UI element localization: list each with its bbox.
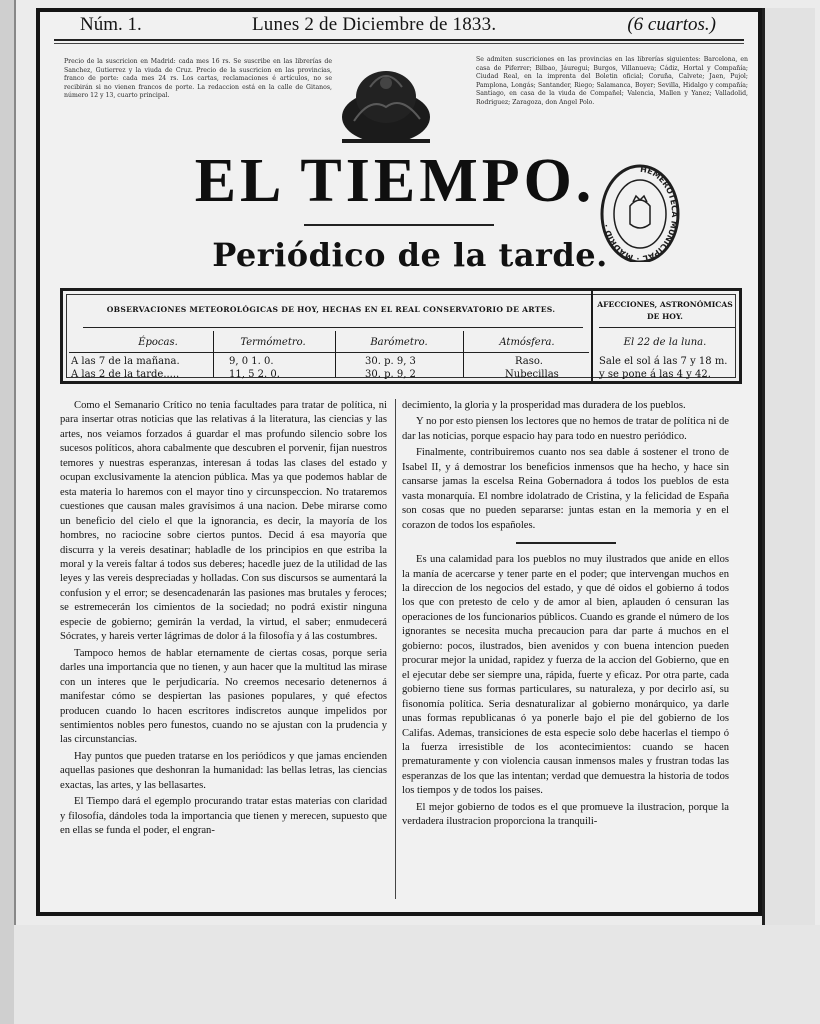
table-divider	[591, 291, 593, 381]
article-paragraph: Es una calamidad para los pueblos no muy ilustrados que anide en ellos la manía de acercarse y tener parte en el poder; que intervengan muchos en la direccion de los negocios del estado, y que dé oidos el gobierno á todos los que con pretesto de celo y de amor al bien, aplauden ó censuran las operaciones de los funcionarios públicos. Cuando es grande el número de los ignorantes se necesita mucha precaucion para dar parte á muchos en el gobierno: pocos, ilustrados, bien avenidos y con buena intencion pueden procurar mejor la unidad, rapidez y fuerza de la accion del Gobierno, que en el ejecutar debe ser siempre una, rápida, fuerte y eficaz. Por otra parte, cada gobierno tiene sus formas particulares, su naturaleza, y por decirlo así, su fisonomía política. Seria desnaturalizar al gobierno monárquico, ya darle unas formas republicanas ó ya ponerle bajo el pie del gobierno de los Califas. Ademas, transiciones de esta especie solo debe hacerlas el tiempo ó la fuerza irresistible de los acontecimientos: cuando se hacen prematuramente y con violencia causan inmensos males y frustran todas las esperanzas de los que las intentan; verdad que demuestra la historia de todos los tiempos y de todos los paises.	[402, 554, 729, 797]
article-paragraph: El mejor gobierno de todos es el que promueve la ilustracion, porque la verdadera ilustracion proporciona la tranquili-	[402, 801, 729, 828]
row-morning-epoch: A las 7 de la mañana.	[71, 356, 180, 367]
issue-header	[40, 12, 758, 40]
binding-edge	[0, 0, 16, 1024]
library-stamp-icon	[600, 158, 680, 262]
column-header-atmosphere: Atmósfera.	[499, 337, 555, 348]
article-paragraph: Y no por esto piensen los lectores que no hemos de tratar de política ni de dar las noticias, porque espacio hay para todo en nuestro periódico.	[402, 416, 729, 442]
masthead-vignette-icon	[340, 57, 432, 147]
table-divider	[213, 331, 214, 377]
svg-text:HEMEROTECA MUNICIPAL · MADRID: HEMEROTECA MUNICIPAL · MADRID ·	[601, 164, 679, 262]
article-column-left	[60, 399, 387, 839]
article-paragraph: Tampoco hemos de hablar eternamente de ciertas cosas, porque seria darles una importancia que no tienen, y aun hacer que la multitud las mirase con un interes que le perjudicaría. No creemos necesario detenernos á manifestar cómo se despiertan las pasiones populares, y qué efectos producen cuando lo hacen escritores indiscretos aunque impelidos por sentimientos nobles pero funestos, cuando no se ajustan con la prudencia y las circunstancias.	[60, 647, 387, 746]
column-header-moon: El 22 de la luna.	[623, 337, 707, 348]
header-rule	[54, 39, 744, 41]
subscription-note-left: Precio de la suscricion en Madrid: cada mes 16 rs. Se suscribe en las librerías de Sanchez, Gutierrez y la viuda de Cruz. Precio de la suscricion en las provincias, franco de porte: cada mes 24 rs. Los cartas, reclamaciones é artículos, no se recibirán si no vienen francos de porte. La redaccion está en la calle de Gitanos, número 12 y 13, cuarto principal.	[64, 58, 332, 100]
column-header-thermometer: Termómetro.	[240, 337, 306, 348]
table-rule	[69, 352, 589, 353]
issue-date: Lunes 2 de Diciembre de 1833.	[252, 14, 497, 35]
column-divider	[395, 399, 396, 899]
issue-number: Núm. 1.	[80, 14, 142, 35]
newspaper-page	[36, 8, 762, 916]
newspaper-title: EL TIEMPO.	[194, 147, 596, 215]
article-column-right	[402, 399, 729, 830]
article-paragraph: Como el Semanario Crítico no tenia facultades para tratar de política, ni para insertar otras noticias que las relativas á la literatura, las ciencias y las artes, nos veiamos forzados á guardar el mas profundo silencio sobre los sucesos políticos, ahora cabalmente que descubren el porvenir, fijan nuestros temores y nuestras esperanzas, interesan á todas las clases del estado y ocupan exclusivamente la atencion pública. Mas ya que podemos hablar de esta materia lo haremos con el mayor tino y circunspeccion. No trataremos cuestiones que causan males gravísimos á una nacion. Debe mirarse como un beneficio del cielo el que la ignorancia, es decir, la mayoría de los hombres, no raciocine sobre ciertos puntos. Decid á esa mayoría que discurra y la vereis desatinar; habladle de los principios en que estriba la moral y la vereis faltar á todos sus deberes; hacedle juez de la utilidad de las leyes y las vereis despreciadas y holladas. Con sus discursos se aumentará la confusion y el error; se desencadenarán las pasiones mas brutales y feroces; se estremecerán los cimientos de la sociedad; no podrá existir ninguna especie de gobierno; gemirán la verdad, la virtud, el saber; enmudecerá Sócrates, y hareis verter lágrimas de dolor á la filosofía y á las costumbres.	[60, 400, 387, 643]
row-afternoon-sunset: y se pone á las 4 y 42.	[599, 369, 711, 380]
row-morning-thermometer: 9, 0 1. 0.	[229, 356, 274, 367]
astronomy-table-title: AFECCIONES, ASTRONÓMICAS DE HOY.	[597, 300, 733, 321]
header-rule-thin	[54, 43, 744, 44]
weather-table-title: OBSERVACIONES METEOROLÓGICAS DE HOY, HECHAS EN EL REAL CONSERVATORIO DE ARTES.	[106, 305, 556, 314]
table-divider	[335, 331, 336, 377]
row-morning-barometer: 30. p. 9, 3	[365, 356, 416, 367]
row-afternoon-thermometer: 11, 5 2. 0.	[229, 369, 280, 380]
weather-observations-table	[60, 288, 742, 384]
table-divider	[463, 331, 464, 377]
subscription-note-right: Se admiten suscriciones en las provincias en las librerías siguientes: Barcelona, en casa de Piferrer; Bilbao, Jáuregui; Burgos, Villanueva; Cádiz, Hortal y Compañía; Ciudad Real, en la imprenta del Boletin oficial; Coruña, Calvete; Jaen, Pujol; Pamplona, Longás; Santander, Riego; Salamanca, Boyer; Sevilla, Hidalgo y compañía; Santiago, en casa de la viuda de Compañel; Valencia, Mallen y Yanez; Valladolid, Rodriguez; Zaragoza, don Angel Polo.	[476, 56, 748, 106]
column-header-epoch: Épocas.	[138, 337, 178, 348]
article-paragraph: El Tiempo dará el egemplo procurando tratar estas materias con claridad y filosofía, dándoles toda la importancia que tienen y merecen, supuesto que en ellas se funda el poder, el engran-	[60, 796, 387, 837]
table-rule	[83, 327, 583, 328]
row-afternoon-atmosphere: Nubecillas	[505, 369, 559, 380]
article-paragraph: Hay puntos que pueden tratarse en los periódicos y que jamas encienden aquellas pasiones que deshonran la humanidad: las bellas letras, las ciencias exactas, las artes, y las bellasartes.	[60, 750, 387, 791]
bottom-margin	[14, 925, 820, 1024]
row-morning-atmosphere: Raso.	[515, 356, 543, 367]
adjacent-page-edge	[762, 8, 815, 928]
issue-price-format: (6 cuartos.)	[627, 14, 716, 35]
article-paragraph: Finalmente, contribuiremos cuanto nos sea dable á sostener el trono de Isabel II, y á demostrar los beneficios inmensos que ha hecho, y hace sin cansarse jamas la escelsa Reina Gobernadora á todos los pueblos de esta vasta monarquía. El nombre idolatrado de Cristina, y la felicidad de España son cosas que no pueden separarse: juntas estan en la memoria y en el corazon de todos los españoles.	[402, 447, 729, 531]
row-afternoon-epoch: A las 2 de la tarde.....	[71, 369, 180, 380]
table-rule	[599, 327, 735, 328]
row-morning-sunrise: Sale el sol á las 7 y 18 m.	[599, 356, 728, 367]
masthead-rule	[304, 224, 494, 226]
section-separator	[516, 542, 616, 544]
newspaper-subtitle: Periódico de la tarde.	[212, 236, 608, 274]
article-paragraph: decimiento, la gloria y la prosperidad mas duradera de los pueblos.	[402, 400, 686, 411]
row-afternoon-barometer: 30. p. 9, 2	[365, 369, 416, 380]
column-header-barometer: Barómetro.	[370, 337, 428, 348]
